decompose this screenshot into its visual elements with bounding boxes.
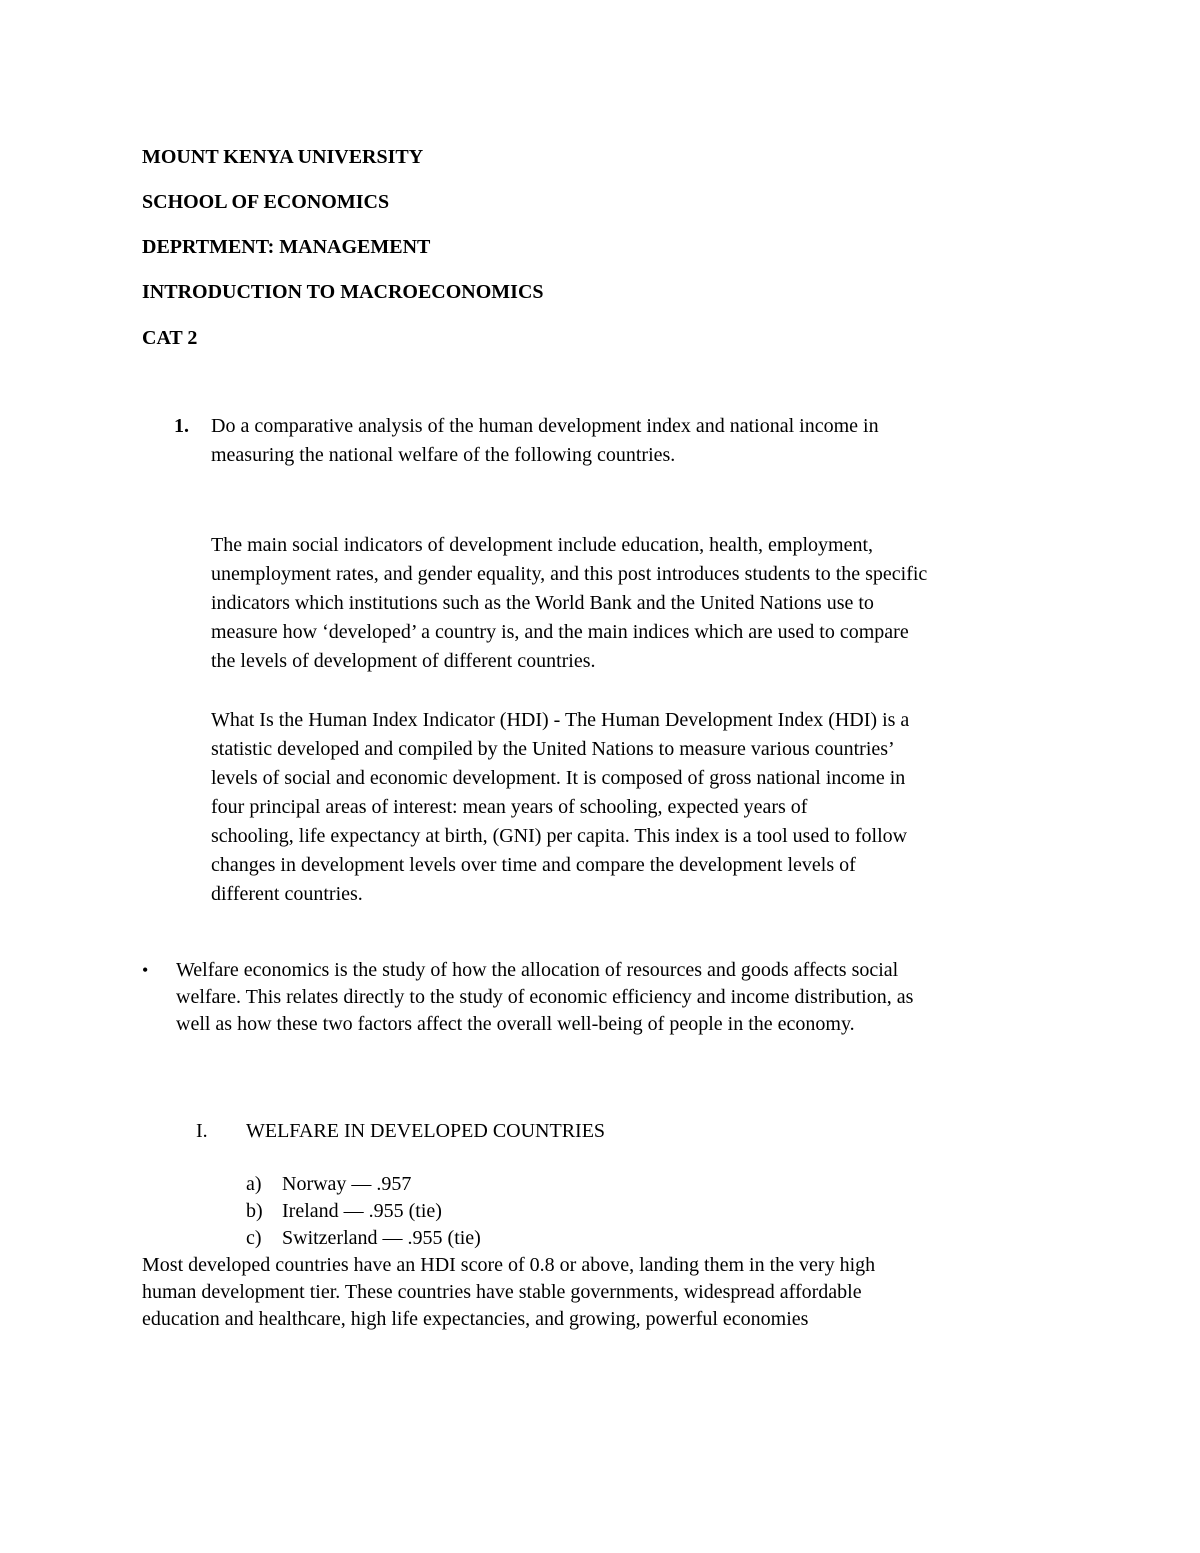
paragraph-line: human development tier. These countries have stable governments, widespread affordable (142, 1281, 862, 1303)
list-marker: b) (246, 1200, 263, 1222)
paragraph-line: four principal areas of interest: mean years of schooling, expected years of (211, 796, 808, 818)
paragraph-line: What Is the Human Index Indicator (HDI) - The Human Development Index (HDI) is a (211, 709, 910, 731)
paragraph-line: The main social indicators of development include education, health, employment, (211, 534, 874, 556)
paragraph-line: measure how ‘developed’ a country is, and the main indices which are used to compare (211, 621, 909, 643)
paragraph-line: changes in development levels over time and compare the development levels of (211, 854, 856, 876)
list-item (0, 1171, 1200, 1198)
bullet-line: well as how these two factors affect the overall well-being of people in the economy. (176, 1013, 855, 1035)
question-line: measuring the national welfare of the following countries. (211, 444, 676, 466)
paragraph-line: levels of social and economic development. It is composed of gross national income in (211, 767, 906, 789)
paragraph-line: the levels of development of different countries. (211, 650, 596, 672)
paragraph-line: education and healthcare, high life expectancies, and growing, powerful economies (142, 1308, 809, 1330)
list-item (0, 1198, 1200, 1225)
assessment-heading: CAT 2 (142, 327, 198, 349)
bullet-line: Welfare economics is the study of how the allocation of resources and goods affects social (176, 959, 899, 981)
list-marker: c) (246, 1227, 262, 1249)
paragraph-line: statistic developed and compiled by the United Nations to measure various countries’ (211, 738, 895, 760)
section-title: WELFARE IN DEVELOPED COUNTRIES (246, 1120, 606, 1142)
university-heading: MOUNT KENYA UNIVERSITY (142, 146, 424, 168)
question-text (211, 412, 879, 470)
indicators-paragraph (211, 531, 927, 676)
question-line: Do a comparative analysis of the human development index and national income in (211, 415, 879, 437)
paragraph-line: schooling, life expectancy at birth, (GNI) per capita. This index is a tool used to follow (211, 825, 908, 847)
course-heading: INTRODUCTION TO MACROECONOMICS (142, 281, 544, 303)
welfare-bullet-text (176, 957, 913, 1038)
list-item-text: Ireland — .955 (tie) (282, 1200, 442, 1222)
bullet-marker: • (142, 960, 149, 980)
hdi-paragraph (211, 706, 909, 909)
paragraph-line: Most developed countries have an HDI score of 0.8 or above, landing them in the very high (142, 1254, 876, 1276)
bullet-line: welfare. This relates directly to the study of economic efficiency and income distribution, as (176, 986, 914, 1008)
section-numeral: I. (196, 1120, 208, 1142)
list-item-text: Switzerland — .955 (tie) (282, 1227, 481, 1249)
paragraph-line: different countries. (211, 883, 363, 905)
list-item (0, 1225, 1200, 1252)
closing-paragraph (142, 1252, 875, 1333)
question-number: 1. (174, 415, 189, 437)
department-heading: DEPRTMENT: MANAGEMENT (142, 236, 431, 258)
list-marker: a) (246, 1173, 262, 1195)
school-heading: SCHOOL OF ECONOMICS (142, 191, 390, 213)
list-item-text: Norway — .957 (282, 1173, 412, 1195)
paragraph-line: unemployment rates, and gender equality, and this post introduces students to the specific (211, 563, 928, 585)
paragraph-line: indicators which institutions such as the World Bank and the United Nations use to (211, 592, 874, 614)
